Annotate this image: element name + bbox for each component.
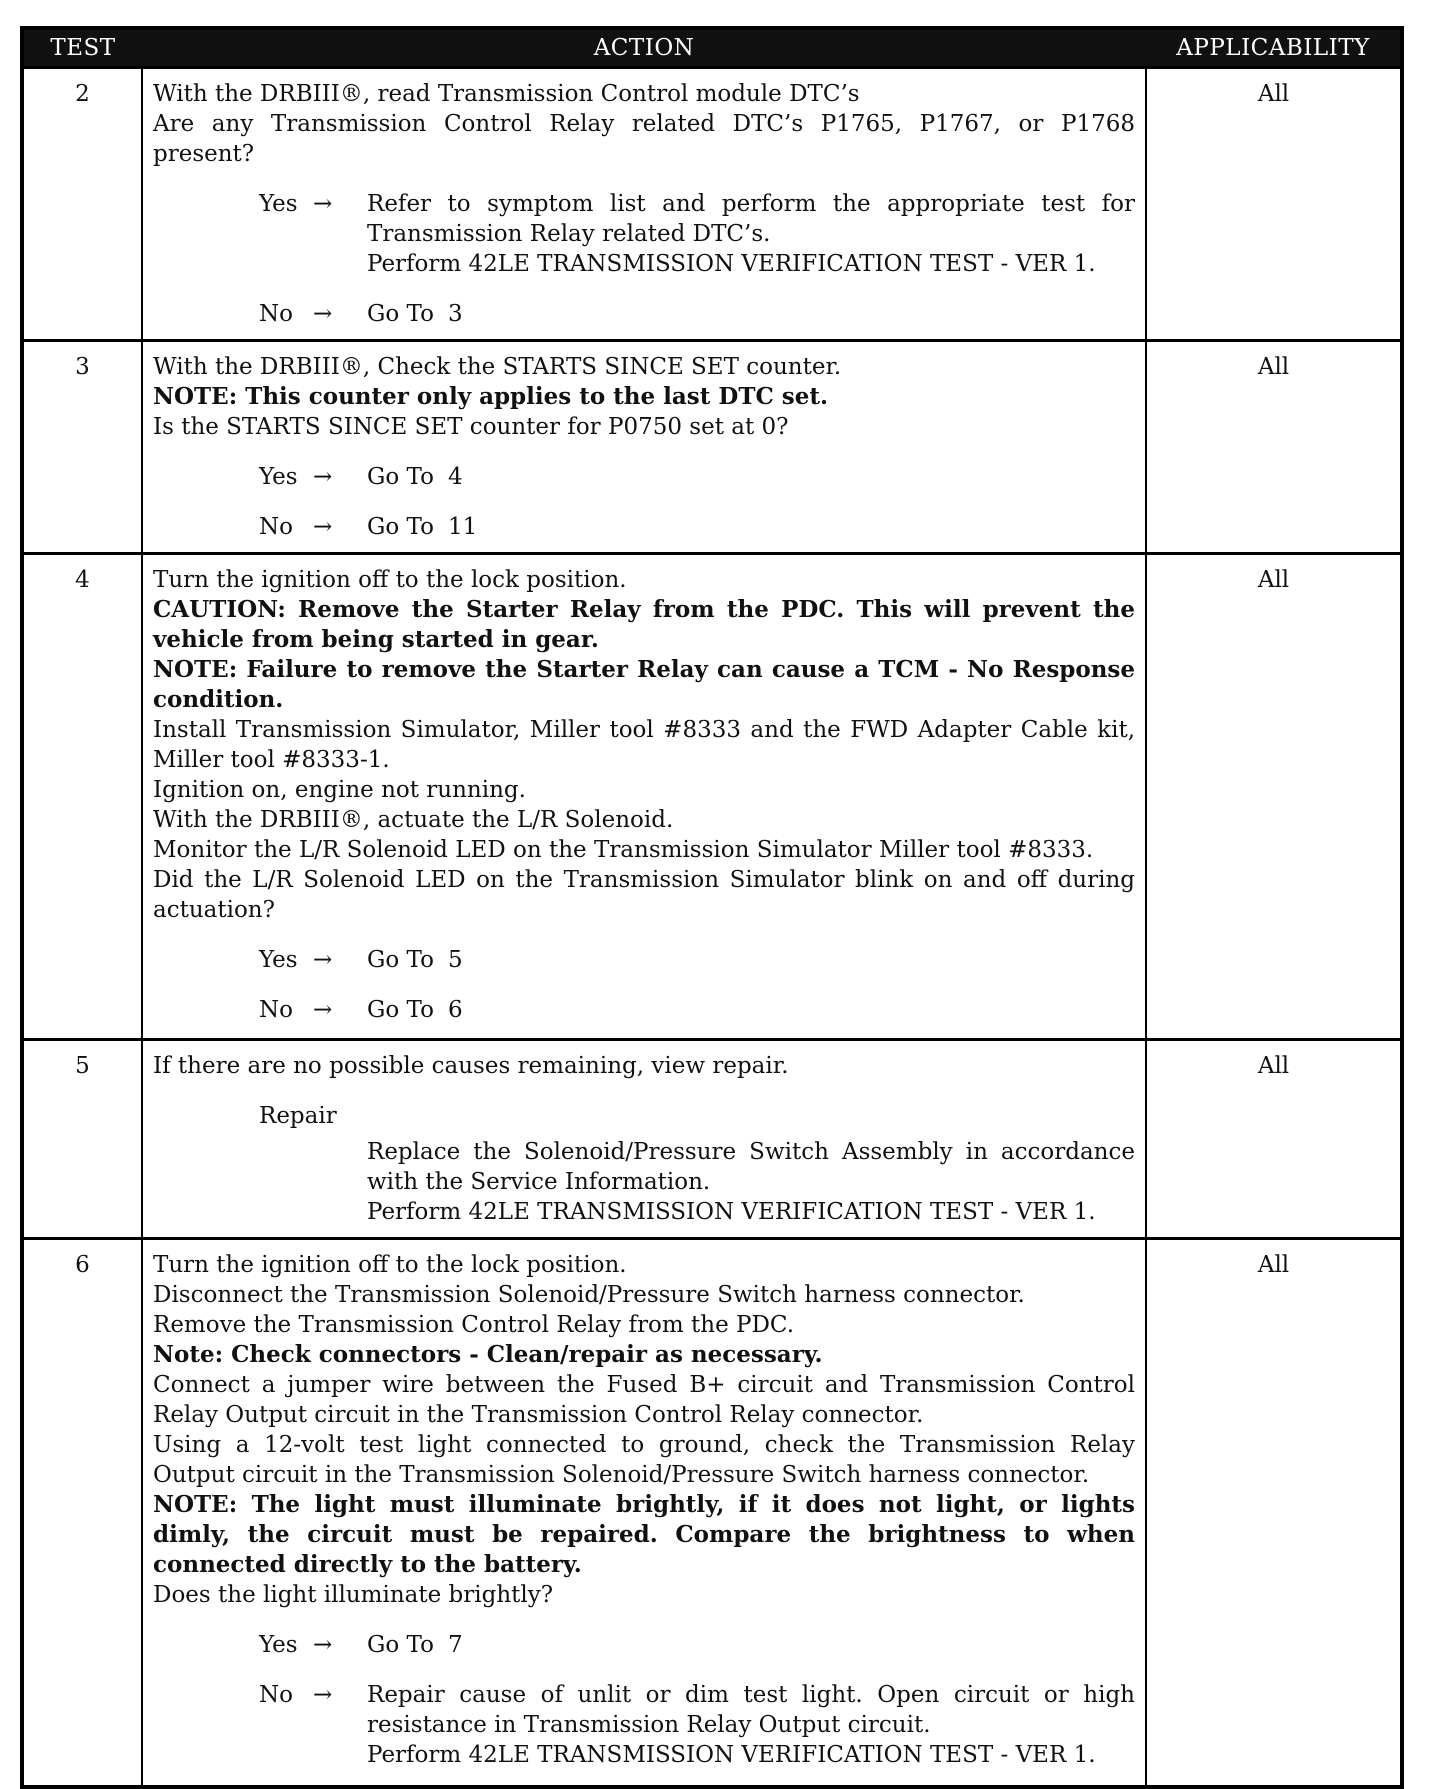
yes-response	[259, 945, 1135, 975]
action-line: With the DRBIII®, read Transmission Control module DTC’s	[153, 81, 860, 107]
no-result	[367, 1680, 1135, 1770]
repair-line: Perform 42LE TRANSMISSION VERIFICATION TEST - VER 1.	[367, 1199, 1096, 1225]
no-label: No	[259, 301, 293, 327]
caution-text: CAUTION: Remove the Starter Relay from the PDC. This will prevent the vehicle from being started in gear.	[153, 596, 1135, 653]
action-line: With the DRBIII®, Check the STARTS SINCE SET counter.	[153, 354, 842, 380]
test-row-2	[22, 68, 1402, 341]
yes-response	[259, 189, 1135, 279]
repair-line: Replace the Solenoid/Pressure Switch Assembly in accordance with the Service Information.	[367, 1139, 1135, 1195]
applicability: All	[1146, 341, 1402, 554]
action-line: Turn the ignition off to the lock position.	[153, 567, 627, 593]
test-action	[142, 554, 1146, 1040]
applicability: All	[1146, 68, 1402, 341]
goto-target: 3	[447, 301, 463, 327]
arrow-icon: →	[313, 947, 333, 973]
action-line: If there are no possible causes remaining, view repair.	[153, 1053, 789, 1079]
test-action	[142, 1040, 1146, 1239]
applicability: All	[1146, 1239, 1402, 1787]
action-line: Connect a jumper wire between the Fused B+ circuit and Transmission Control Relay Output circuit in the Transmission Control Relay connector.	[153, 1372, 1135, 1428]
diagnostic-page	[20, 26, 1400, 1789]
yes-result-line: Refer to symptom list and perform the appropriate test for Transmission Relay related DTC’s.	[367, 191, 1135, 247]
goto-label: Go To	[367, 997, 434, 1023]
note-text: NOTE: Failure to remove the Starter Relay can cause a TCM - No Response condition.	[153, 656, 1135, 713]
diagnostic-table	[20, 26, 1404, 1789]
test-row-5	[22, 1040, 1402, 1239]
test-number: 6	[22, 1239, 142, 1787]
yes-label: Yes	[259, 464, 298, 490]
goto-label: Go To	[367, 514, 434, 540]
yes-response	[259, 462, 1135, 492]
action-line: Using a 12-volt test light connected to ground, check the Transmission Relay Output circuit in the Transmission Solenoid/Pressure Switch harness connector.	[153, 1432, 1135, 1488]
action-question: Does the light illuminate brightly?	[153, 1582, 554, 1608]
note-text: Note: Check connectors - Clean/repair as necessary.	[153, 1341, 823, 1368]
applicability: All	[1146, 554, 1402, 1040]
header-applicability: APPLICABILITY	[1146, 28, 1402, 68]
action-question: Is the STARTS SINCE SET counter for P0750 set at 0?	[153, 414, 789, 440]
action-line: With the DRBIII®, actuate the L/R Solenoid.	[153, 807, 674, 833]
action-line: Install Transmission Simulator, Miller tool #8333 and the FWD Adapter Cable kit, Miller tool #8333-1.	[153, 717, 1135, 773]
test-number: 2	[22, 68, 142, 341]
note-text: NOTE: The light must illuminate brightly, if it does not light, or lights dimly, the circuit must be repaired. Compare the brightness to when connected directly to the battery.	[153, 1491, 1135, 1578]
header-action: ACTION	[142, 28, 1146, 68]
no-response	[259, 299, 1135, 329]
no-label: No	[259, 1682, 293, 1708]
yes-response	[259, 1630, 1135, 1660]
note-text: NOTE: This counter only applies to the last DTC set.	[153, 383, 828, 410]
goto-label: Go To	[367, 301, 434, 327]
test-action	[142, 1239, 1146, 1787]
no-response	[259, 512, 1135, 542]
arrow-icon: →	[313, 1632, 333, 1658]
arrow-icon: →	[313, 191, 333, 217]
test-row-4	[22, 554, 1402, 1040]
action-line: Monitor the L/R Solenoid LED on the Transmission Simulator Miller tool #8333.	[153, 837, 1094, 863]
goto-target: 6	[447, 997, 463, 1023]
action-line: Ignition on, engine not running.	[153, 777, 526, 803]
header-row	[22, 28, 1402, 68]
repair-instructions	[367, 1137, 1135, 1227]
action-question: Did the L/R Solenoid LED on the Transmission Simulator blink on and off during actuation?	[153, 867, 1135, 923]
no-response	[259, 995, 1135, 1025]
goto-target: 11	[447, 514, 478, 540]
test-action	[142, 68, 1146, 341]
header-test: TEST	[22, 28, 142, 68]
no-response	[259, 1680, 1135, 1770]
no-result-line: Perform 42LE TRANSMISSION VERIFICATION TEST - VER 1.	[367, 1742, 1096, 1768]
test-row-6	[22, 1239, 1402, 1787]
test-number: 3	[22, 341, 142, 554]
yes-label: Yes	[259, 947, 298, 973]
no-label: No	[259, 997, 293, 1023]
goto-label: Go To	[367, 464, 434, 490]
goto-label: Go To	[367, 947, 434, 973]
arrow-icon: →	[313, 1682, 333, 1708]
goto-label: Go To	[367, 1632, 434, 1658]
yes-label: Yes	[259, 1632, 298, 1658]
arrow-icon: →	[313, 514, 333, 540]
yes-result	[367, 189, 1135, 279]
test-number: 5	[22, 1040, 142, 1239]
test-row-3	[22, 341, 1402, 554]
test-action	[142, 341, 1146, 554]
action-line: Remove the Transmission Control Relay from the PDC.	[153, 1312, 795, 1338]
repair-label: Repair	[259, 1103, 337, 1129]
goto-target: 7	[447, 1632, 463, 1658]
yes-label: Yes	[259, 191, 298, 217]
test-number: 4	[22, 554, 142, 1040]
arrow-icon: →	[313, 464, 333, 490]
arrow-icon: →	[313, 997, 333, 1023]
action-question: Are any Transmission Control Relay related DTC’s P1765, P1767, or P1768 present?	[153, 111, 1135, 167]
arrow-icon: →	[313, 301, 333, 327]
action-line: Disconnect the Transmission Solenoid/Pressure Switch harness connector.	[153, 1282, 1025, 1308]
goto-target: 4	[447, 464, 463, 490]
no-result-line: Repair cause of unlit or dim test light. Open circuit or high resistance in Transmission Relay Output circuit.	[367, 1682, 1135, 1738]
yes-result-line: Perform 42LE TRANSMISSION VERIFICATION TEST - VER 1.	[367, 251, 1096, 277]
no-label: No	[259, 514, 293, 540]
action-line: Turn the ignition off to the lock position.	[153, 1252, 627, 1278]
goto-target: 5	[447, 947, 463, 973]
applicability: All	[1146, 1040, 1402, 1239]
